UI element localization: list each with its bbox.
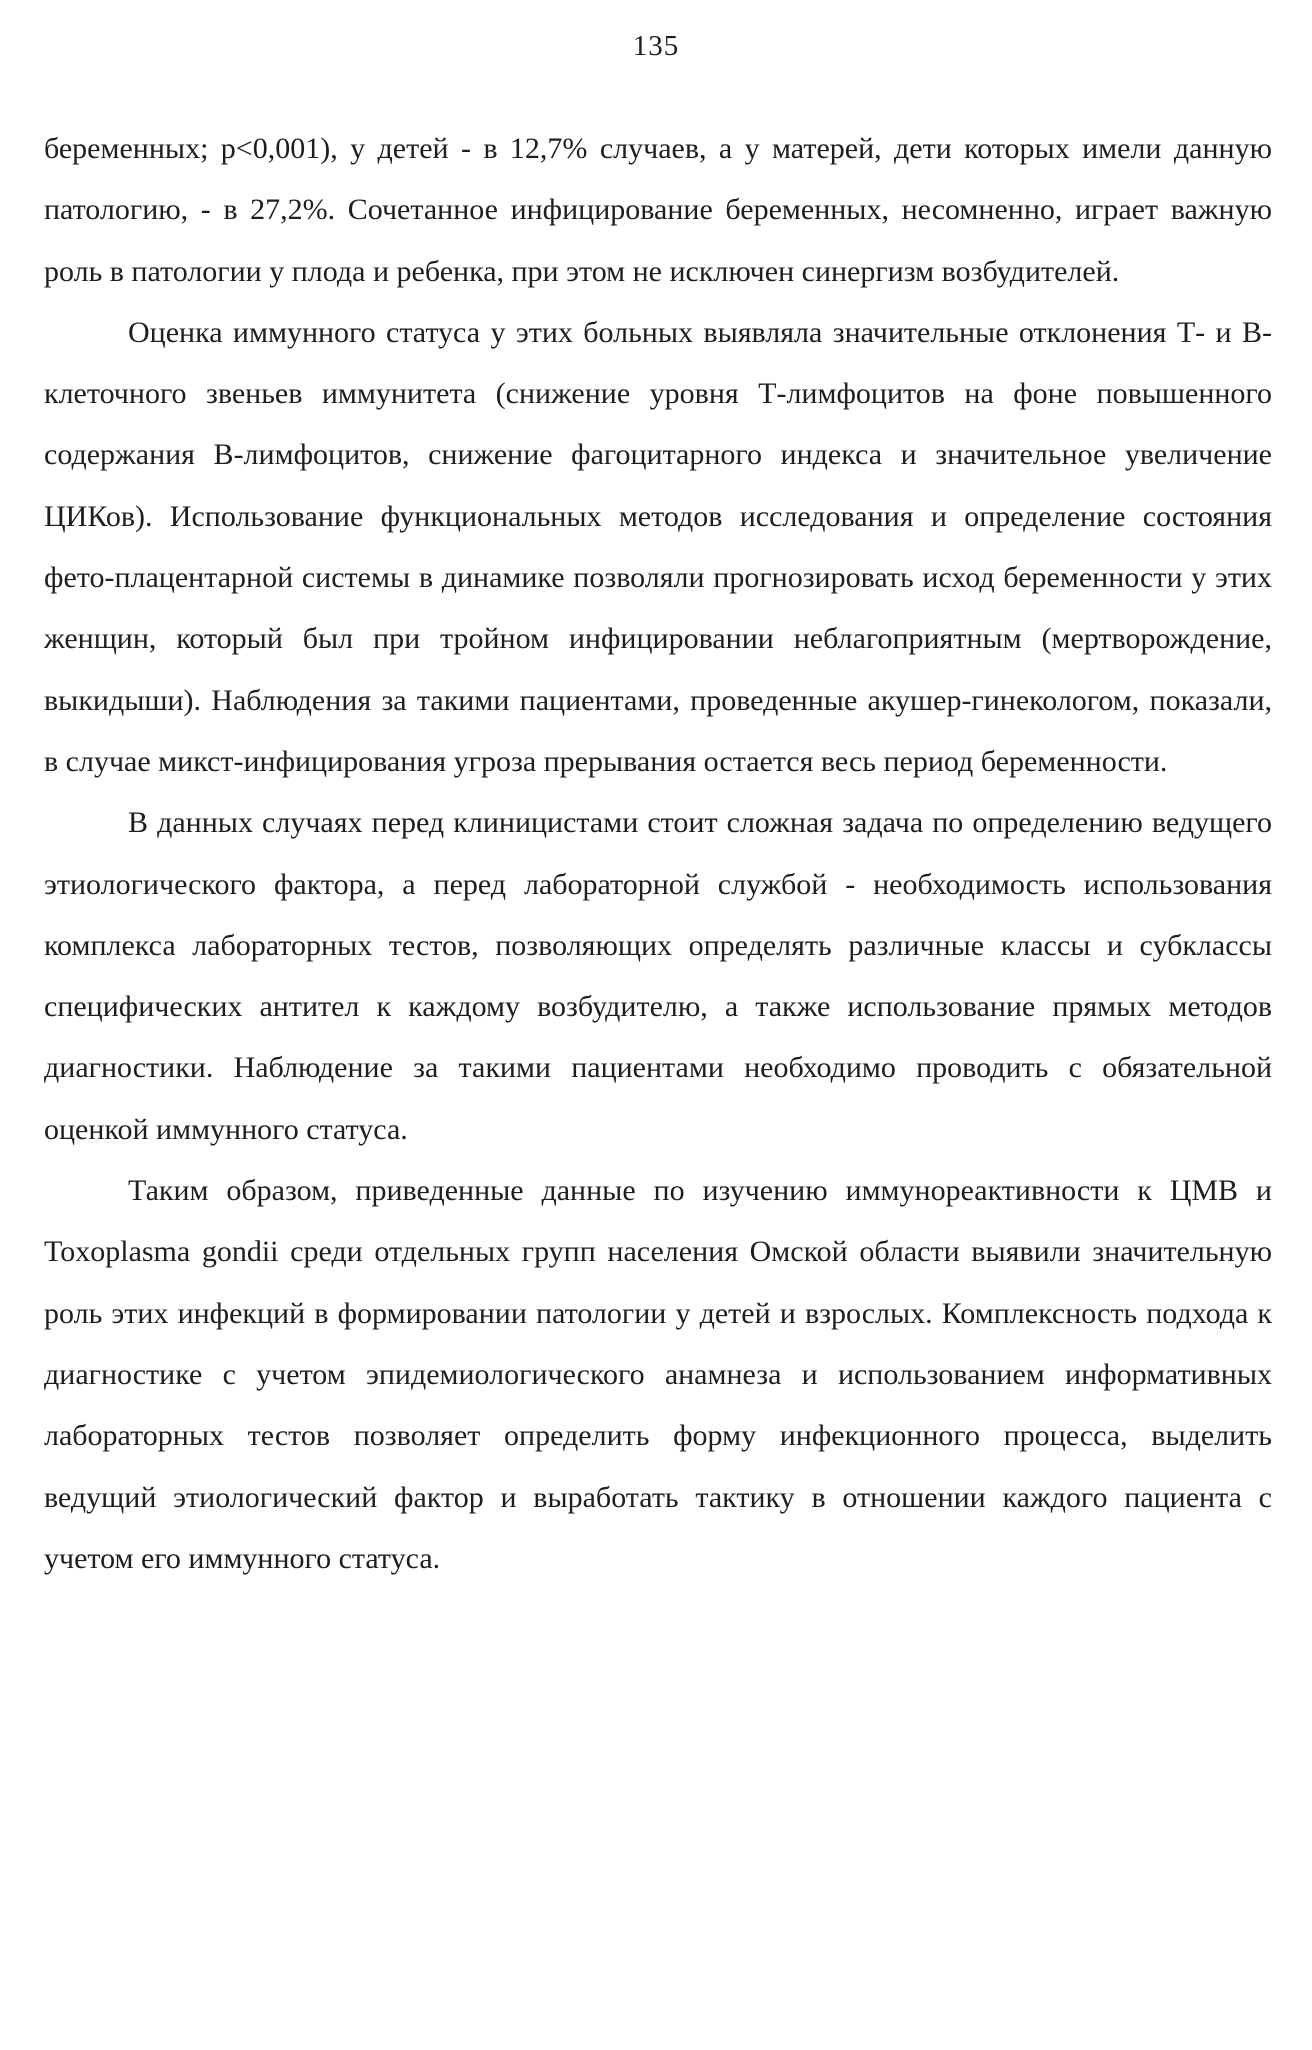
- paragraph-clinical-tasks: В данных случаях перед клиницистами стоит сложная задача по определению ведущего этиологического фактора, а перед лабораторной службой - необходимость использования комплекса лабораторных тестов, позволяющих определять различные классы и субклассы специфических антител к каждому возбудителю, а также использование прямых методов диагностики. Наблюдение за такими пациентами необходимо проводить с обязательной оценкой иммунного статуса.: [44, 806, 1272, 1146]
- body-text: [44, 118, 1272, 1589]
- paragraph-immune-status: Оценка иммунного статуса у этих больных выявляла значительные отклонения Т- и В-клеточного звеньев иммунитета (снижение уровня Т-лимфоцитов на фоне повышенного содержания В-лимфоцитов, снижение фагоцитарного индекса и значительное увеличение ЦИКов). Использование функциональных методов исследования и определение состояния фето-плацентарной системы в динамике позволяли прогнозировать исход беременности у этих женщин, который был при тройном инфицировании неблагоприятным (мертворождение, выкидыши). Наблюдения за такими пациентами, проведенные акушер-гинекологом, показали, в случае микст-инфицирования угроза прерывания остается весь период беременности.: [44, 315, 1272, 778]
- paragraph-conclusion: Таким образом, приведенные данные по изучению иммунореактивности к ЦМВ и Toxoplasma gondii среди отдельных групп населения Омской области выявили значительную роль этих инфекций в формировании патологии у детей и взрослых. Комплексность подхода к диагностике с учетом эпидемиологического анамнеза и использованием информативных лабораторных тестов позволяет определить форму инфекционного процесса, выделить ведущий этиологический фактор и выработать тактику в отношении каждого пациента с учетом его иммунного статуса.: [44, 1174, 1272, 1575]
- page-number: 135: [632, 30, 680, 62]
- paragraph-continuation: беременных; p<0,001), у детей - в 12,7% случаев, а у матерей, дети которых имели данную патологию, - в 27,2%. Сочетанное инфицирование беременных, несомненно, играет важную роль в патологии у плода и ребенка, при этом не исключен синергизм возбудителей.: [44, 132, 1272, 288]
